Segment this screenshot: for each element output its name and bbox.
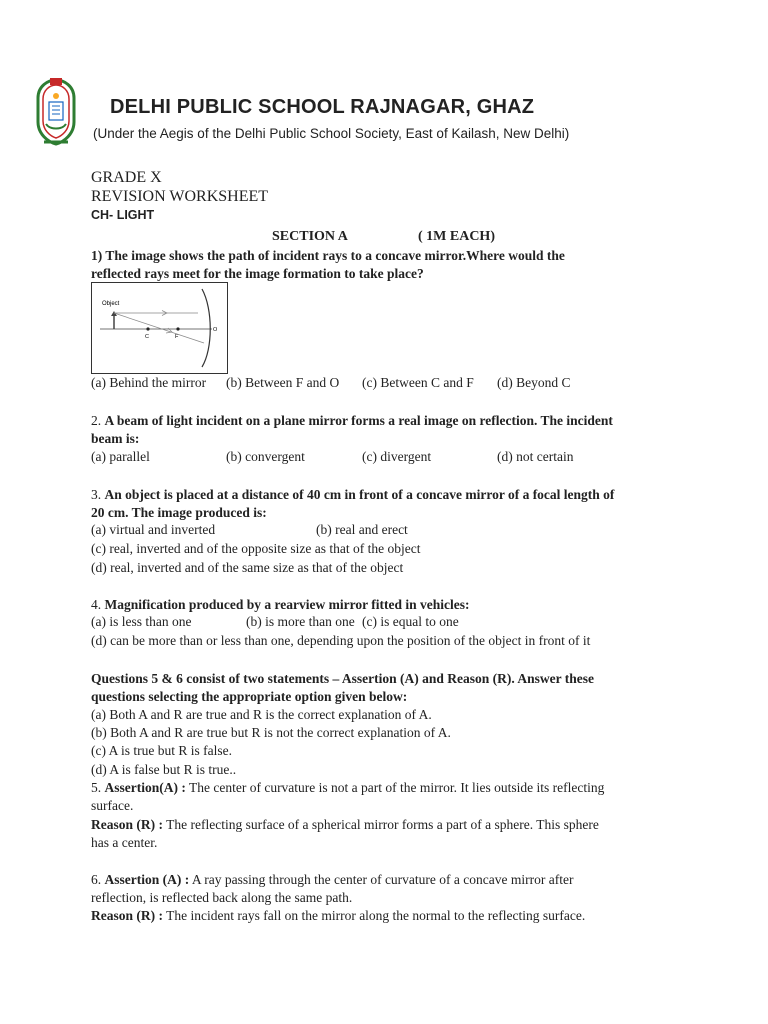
q2-option-b: (b) convergent bbox=[226, 449, 305, 464]
worksheet-title: REVISION WORKSHEET bbox=[91, 188, 269, 205]
q1-option-a: (a) Behind the mirror bbox=[91, 375, 207, 390]
q2-text-line2: beam is: bbox=[91, 431, 140, 446]
concave-mirror-diagram bbox=[92, 283, 227, 373]
q3-text-line2: 20 cm. The image produced is: bbox=[91, 505, 267, 520]
q5-assertion-text: The center of curvature is not a part of the mirror. It lies outside its reflecting bbox=[185, 780, 605, 795]
school-subtitle: (Under the Aegis of the Delhi Public School Society, East of Kailash, New Delhi) bbox=[93, 126, 570, 141]
section-title: SECTION A bbox=[272, 229, 348, 244]
q5-reason-text: The reflecting surface of a spherical mirror forms a part of a sphere. This sphere bbox=[163, 817, 599, 832]
q1-option-d: (d) Beyond C bbox=[497, 375, 571, 390]
point-c bbox=[146, 327, 149, 330]
q1-diagram bbox=[91, 282, 228, 374]
q4-text-line1 bbox=[91, 596, 469, 614]
point-f bbox=[176, 327, 179, 330]
q6-reason-label: Reason (R) : bbox=[91, 908, 163, 923]
q6-reason-line1 bbox=[91, 908, 585, 924]
q3-text: An object is placed at a distance of 40 cm in front of a concave mirror of a focal length of bbox=[104, 487, 615, 502]
q6-assertion-label: Assertion (A) : bbox=[104, 872, 190, 887]
q6-assertion-line1 bbox=[91, 872, 573, 888]
ar-option-b: (b) Both A and R are true but R is not the correct explanation of A. bbox=[91, 725, 451, 740]
q6-assertion-line2: reflection, is reflected back along the same path. bbox=[91, 890, 353, 905]
incident-ray-through-f bbox=[114, 313, 204, 343]
q3-text-line1 bbox=[91, 486, 614, 504]
q3-option-b: (b) real and erect bbox=[316, 522, 408, 537]
school-name: DELHI PUBLIC SCHOOL RAJNAGAR, GHAZ bbox=[110, 96, 535, 118]
q5-reason-line2: has a center. bbox=[91, 835, 158, 850]
chapter-label: CH- LIGHT bbox=[91, 208, 155, 222]
diagram-object-label: Object bbox=[102, 301, 120, 307]
concave-mirror bbox=[202, 289, 210, 367]
q2-option-c: (c) divergent bbox=[362, 449, 432, 464]
q2-text: A beam of light incident on a plane mirror forms a real image on reflection. The incident bbox=[104, 413, 613, 428]
q2-option-a: (a) parallel bbox=[91, 449, 150, 464]
school-logo-icon bbox=[34, 76, 78, 148]
diagram-o-label: O bbox=[213, 327, 218, 333]
q3-option-c: (c) real, inverted and of the opposite size as that of the object bbox=[91, 541, 421, 556]
q4-number: 4. bbox=[91, 597, 102, 612]
q3-option-d: (d) real, inverted and of the same size as that of the object bbox=[91, 560, 404, 575]
q5-reason-label: Reason (R) : bbox=[91, 817, 163, 832]
q2-text-line1 bbox=[91, 412, 613, 430]
diagram-f-label: F bbox=[175, 334, 179, 340]
q6-number: 6. bbox=[91, 872, 102, 887]
q6-assertion-text: A ray passing through the center of curvature of a concave mirror after bbox=[189, 872, 574, 887]
q1-option-c: (c) Between C and F bbox=[362, 375, 474, 390]
q5-assertion-line1 bbox=[91, 780, 604, 796]
q3-number: 3. bbox=[91, 487, 102, 502]
ar-option-c: (c) A is true but R is false. bbox=[91, 743, 232, 758]
diagram-c-label: C bbox=[145, 334, 149, 340]
q1-option-b: (b) Between F and O bbox=[226, 375, 340, 390]
q5-assertion-line2: surface. bbox=[91, 798, 134, 813]
q4-option-d: (d) can be more than or less than one, depending upon the position of the object in front of it bbox=[91, 633, 591, 648]
grade-label: GRADE X bbox=[91, 169, 162, 186]
q2-number: 2. bbox=[91, 413, 102, 428]
q3-option-a: (a) virtual and inverted bbox=[91, 522, 216, 537]
ar-option-d: (d) A is false but R is true.. bbox=[91, 762, 237, 777]
q1-text-line1: 1) The image shows the path of incident rays to a concave mirror.Where would the bbox=[91, 248, 565, 263]
q4-option-b: (b) is more than one bbox=[246, 614, 355, 629]
ar-intro-line1: Questions 5 & 6 consist of two statements – Assertion (A) and Reason (R). Answer these bbox=[91, 671, 594, 686]
q5-number: 5. bbox=[91, 780, 102, 795]
q1-text-line2: reflected rays meet for the image formation to take place? bbox=[91, 266, 424, 281]
q4-option-a: (a) is less than one bbox=[91, 614, 192, 629]
q5-reason-line1 bbox=[91, 817, 599, 833]
ar-intro-line2: questions selecting the appropriate option given below: bbox=[91, 689, 408, 704]
section-marks: ( 1M EACH) bbox=[418, 229, 495, 244]
q2-option-d: (d) not certain bbox=[497, 449, 574, 464]
ar-option-a: (a) Both A and R are true and R is the correct explanation of A. bbox=[91, 707, 432, 722]
q6-reason-text: The incident rays fall on the mirror along the normal to the reflecting surface. bbox=[163, 908, 586, 923]
q4-option-c: (c) is equal to one bbox=[362, 614, 459, 629]
q5-assertion-label: Assertion(A) : bbox=[104, 780, 186, 795]
q4-text: Magnification produced by a rearview mirror fitted in vehicles: bbox=[104, 597, 470, 612]
